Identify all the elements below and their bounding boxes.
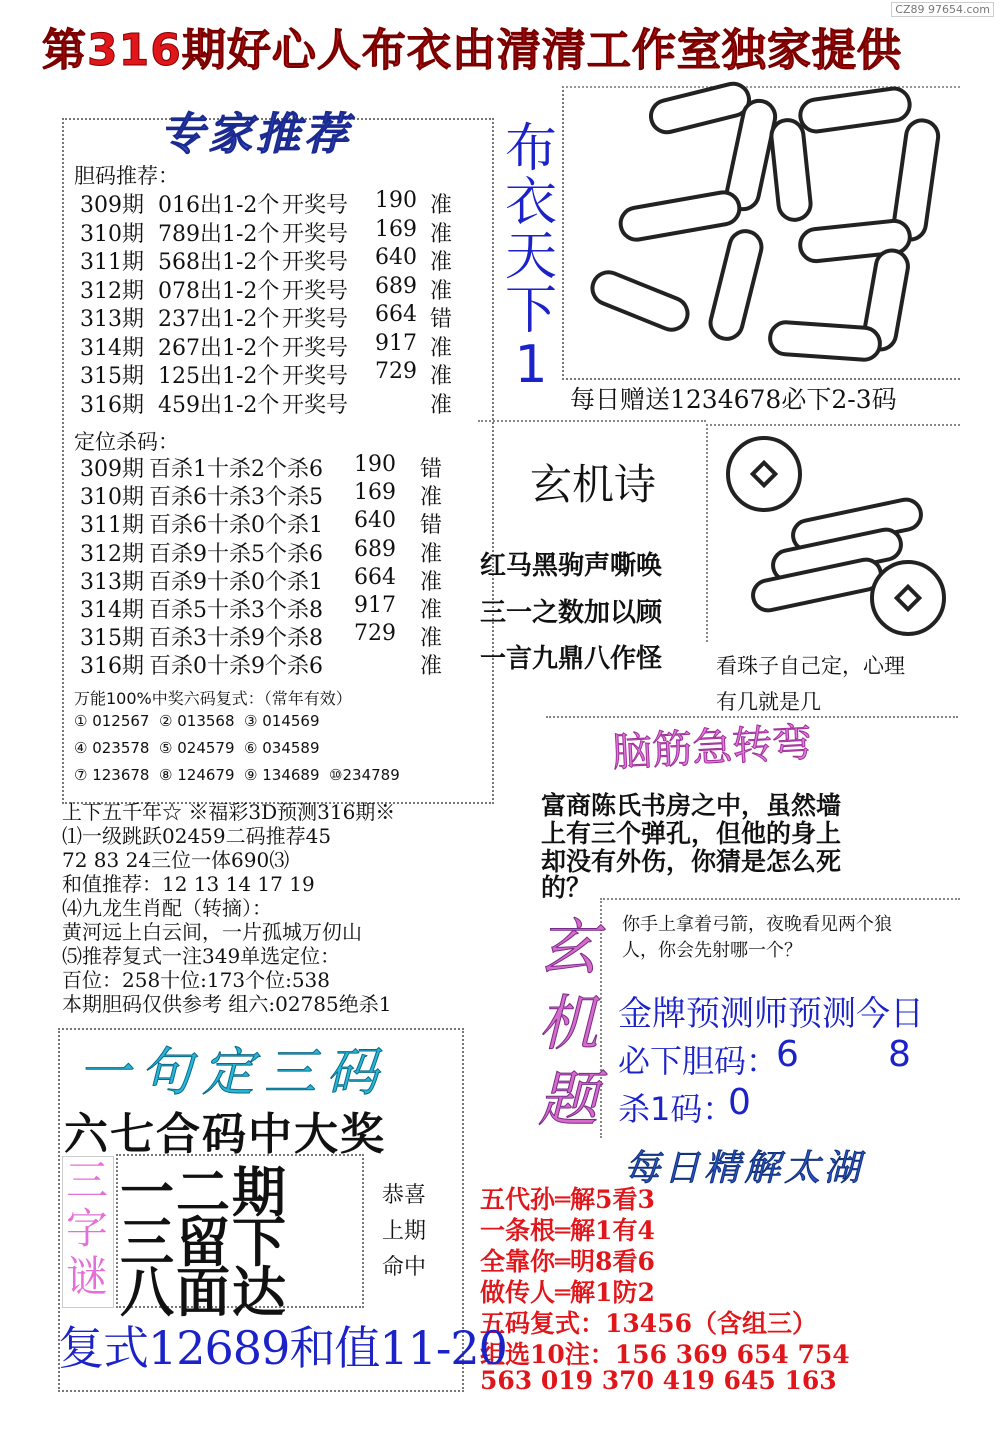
- forecast-line: 百位：258十位:173个位:538: [62, 968, 330, 992]
- dan-label: 开奖号: [282, 278, 349, 304]
- kill-period: 313期: [80, 569, 144, 595]
- dan-label: 开奖号: [282, 307, 349, 332]
- dan-pick: 789出1-2个: [158, 221, 280, 247]
- three-line: 八面达: [120, 1261, 288, 1324]
- kill-result: 664: [354, 564, 396, 590]
- dan-verdict: 准: [430, 364, 453, 389]
- dan-pick: 237出1-2个: [158, 307, 280, 332]
- gold-dan-a: 6: [776, 1034, 799, 1075]
- segment: [798, 87, 911, 134]
- buyi-char: 下: [504, 281, 557, 341]
- kill-result: 190: [354, 452, 396, 477]
- dan-period: 315期: [80, 364, 144, 389]
- three-bottom: 复式12689和值11-20: [58, 1321, 507, 1375]
- kill-pick: 百杀6十杀0个杀1: [149, 513, 323, 539]
- dan-period: 314期: [80, 335, 144, 361]
- kill-result: 169: [354, 480, 396, 506]
- question-char: 玄: [538, 913, 598, 983]
- dan-verdict: 准: [430, 392, 453, 418]
- kill-period: 315期: [80, 626, 144, 652]
- dan-verdict: 准: [430, 193, 453, 218]
- taihu-line: 一条根═解1有4: [480, 1216, 655, 1245]
- dan-verdict: 准: [430, 221, 453, 247]
- dan-pick: 459出1-2个: [158, 392, 280, 418]
- kill-verdict: 准: [420, 569, 443, 595]
- poem-line: 三一之数加以顾: [480, 598, 663, 628]
- six-row: ⑦ 123678 ⑧ 124679 ⑨ 134689 ⑩234789: [74, 766, 400, 784]
- kill-period: 309期: [80, 457, 144, 482]
- dan-verdict: 错: [430, 307, 453, 332]
- kill-period: 312期: [80, 541, 144, 567]
- forecast-line: 本期胆码仅供参考 组六:02785绝杀1: [62, 992, 392, 1016]
- six-row: ④ 023578 ⑤ 024579 ⑥ 034589: [74, 739, 320, 757]
- poem-heading: 玄机诗: [530, 460, 657, 509]
- kill-verdict: 准: [420, 541, 443, 567]
- dan-pick: 125出1-2个: [158, 364, 280, 389]
- dan-pick: 016出1-2个: [158, 193, 280, 218]
- gold-dan-b: 8: [888, 1034, 911, 1075]
- segment: [770, 119, 812, 222]
- expert-heading: 专家推荐: [160, 109, 352, 160]
- kill-pick: 百杀3十杀9个杀8: [149, 626, 323, 652]
- dan-period: 312期: [80, 278, 144, 304]
- three-side-char: 谜: [65, 1252, 108, 1301]
- three-note: 上期: [382, 1219, 427, 1244]
- kill-verdict: 准: [420, 598, 443, 623]
- segment: [707, 228, 765, 342]
- six-row: ① 012567 ② 013568 ③ 014569: [74, 712, 320, 730]
- kill-period: 316期: [80, 654, 144, 680]
- dan-result: 169: [375, 216, 417, 242]
- three-line: 一二期: [120, 1161, 288, 1224]
- forecast-line: 72 83 24三位一体690⑶: [62, 848, 290, 872]
- gold-title: 金牌预测师预测今日: [618, 994, 924, 1034]
- dan-result: 190: [375, 188, 417, 213]
- kill-period: 311期: [80, 513, 144, 539]
- question-line: 你手上拿着弓箭，夜晚看见两个狼: [622, 914, 892, 935]
- buyi-daily: 每日赠送1234678必下2-3码: [570, 385, 897, 414]
- dan-period: 311期: [80, 250, 144, 275]
- three-side-char: 字: [65, 1204, 108, 1253]
- dan-result: 689: [375, 273, 417, 299]
- kill-pick: 百杀9十杀5个杀6: [149, 541, 323, 567]
- pill-39-graphic: [570, 80, 960, 380]
- kill-result: 640: [354, 508, 396, 534]
- dan-period: 313期: [80, 307, 144, 332]
- beads-graphic: [712, 430, 958, 640]
- taihu-line: 做传人═解1防2: [480, 1278, 655, 1307]
- question-line: 人，你会先射哪一个？: [622, 940, 802, 961]
- six-label: 万能100%中奖六码复式：（常年有效）: [74, 689, 352, 708]
- dan-label: 开奖号: [282, 250, 349, 275]
- buyi-char: 衣: [504, 173, 557, 233]
- kill-pick: 百杀1十杀2个杀6: [149, 457, 323, 482]
- riddle-line: 的？: [541, 873, 592, 902]
- kill-period: 310期: [80, 485, 144, 511]
- poem-line: 红马黑驹声嘶唤: [480, 551, 663, 581]
- three-sub: 六七合码中大奖: [64, 1109, 386, 1160]
- dan-label: 开奖号: [282, 392, 349, 418]
- buyi-char: 布: [504, 119, 557, 179]
- kill-pick: 百杀6十杀3个杀5: [149, 485, 323, 511]
- forecast-line: ⑸推荐复式一注349单选定位：: [62, 944, 341, 968]
- question-char: 机: [538, 989, 598, 1059]
- buyi-char: 天: [504, 227, 557, 287]
- forecast-line: ⑷九龙生肖配（转摘）：: [62, 896, 272, 920]
- kill-verdict: 准: [420, 485, 443, 511]
- forecast-line: 上下五千年☆ ※福彩3D预测316期※: [62, 800, 396, 824]
- taihu-line: 563 019 370 419 645 163: [480, 1366, 837, 1395]
- gold-kill-value: 0: [728, 1082, 751, 1123]
- dan-label: 开奖号: [282, 193, 349, 218]
- watermark: CZ89 97654.com: [891, 2, 994, 17]
- kill-pick: 百杀0十杀9个杀6: [149, 654, 323, 680]
- segment: [618, 190, 742, 242]
- dan-result: 664: [375, 302, 417, 327]
- three-line: 三留下: [120, 1211, 288, 1274]
- poem-line: 一言九鼎八作怪: [480, 644, 663, 674]
- riddle-line: 富商陈氏书房之中，虽然墙: [541, 791, 842, 820]
- dan-period: 310期: [80, 221, 144, 247]
- dan-result: 640: [375, 245, 417, 270]
- taihu-line: 全靠你═明8看6: [480, 1247, 655, 1276]
- dan-label: 开奖号: [282, 364, 349, 389]
- kill-period: 314期: [80, 598, 144, 623]
- gold-dan-label: 必下胆码：: [618, 1042, 779, 1080]
- dan-verdict: 准: [430, 278, 453, 304]
- taihu-heading: 每日精解太湖: [624, 1148, 865, 1189]
- dan-verdict: 准: [430, 250, 453, 275]
- dan-label: 胆码推荐：: [74, 164, 179, 188]
- kill-verdict: 错: [420, 513, 443, 539]
- kill-label: 定位杀码：: [74, 430, 179, 454]
- dan-result: 729: [375, 359, 417, 384]
- dan-verdict: 准: [430, 335, 453, 361]
- three-heading: 一句定三码: [78, 1043, 389, 1103]
- dan-label: 开奖号: [282, 335, 349, 361]
- page-title: 第316期好心人布衣由清清工作室独家提供: [42, 25, 902, 76]
- dan-result: 917: [375, 330, 417, 356]
- question-char: 题: [538, 1065, 598, 1135]
- dan-period: 316期: [80, 392, 144, 418]
- forecast-line: 黄河远上白云间，一片孤城万仞山: [62, 920, 362, 944]
- dan-period: 309期: [80, 193, 144, 218]
- riddle-line: 上有三个弹孔，但他的身上: [541, 819, 842, 848]
- kill-result: 729: [354, 621, 396, 647]
- riddle-heading: 脑筋急转弯: [611, 719, 814, 777]
- kill-pick: 百杀9十杀0个杀1: [149, 569, 323, 595]
- segment: [588, 267, 693, 334]
- forecast-line: 和值推荐：12 13 14 17 19: [62, 872, 315, 896]
- forecast-line: ⑴一级跳跃02459二码推荐45: [62, 824, 332, 848]
- kill-verdict: 准: [420, 626, 443, 652]
- kill-verdict: 错: [420, 457, 443, 482]
- dan-pick: 267出1-2个: [158, 335, 280, 361]
- buyi-char: 1: [514, 335, 548, 395]
- riddle-line: 却没有外伤，你猜是怎么死: [541, 847, 842, 876]
- three-note: 命中: [382, 1255, 427, 1280]
- kill-pick: 百杀5十杀3个杀8: [149, 598, 323, 623]
- kill-result: 917: [354, 593, 396, 618]
- taihu-line: 五代孙═解5看3: [480, 1185, 655, 1214]
- kill-verdict: 准: [420, 654, 443, 680]
- beads-note: 看珠子自己定，心理: [716, 654, 905, 678]
- kill-result: 689: [354, 536, 396, 562]
- dan-label: 开奖号: [282, 221, 349, 247]
- three-note: 恭喜: [382, 1183, 427, 1208]
- beads-note: 有几就是几: [716, 690, 821, 714]
- dan-pick: 568出1-2个: [158, 250, 280, 275]
- dan-pick: 078出1-2个: [158, 278, 280, 304]
- taihu-line: 组选10注：156 369 654 754: [480, 1340, 850, 1369]
- three-side-char: 三: [65, 1156, 108, 1205]
- gold-kill-label: 杀1码：: [618, 1090, 735, 1128]
- taihu-line: 五码复式：13456（含组三）: [480, 1309, 817, 1338]
- segment: [769, 321, 881, 361]
- segment: [648, 80, 753, 135]
